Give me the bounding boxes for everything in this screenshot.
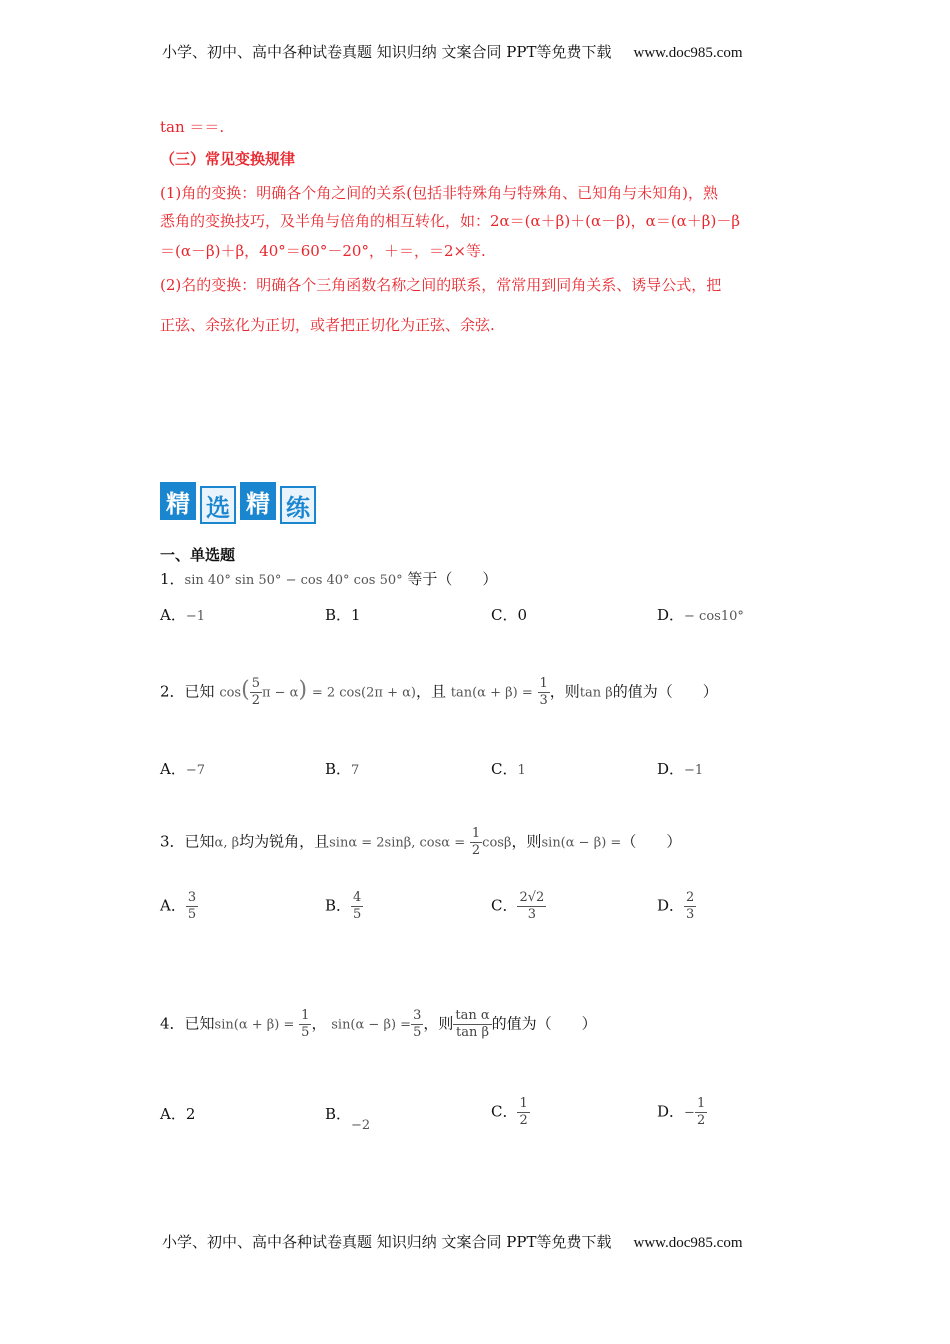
q1-option-b[interactable]: B．1 [325,606,361,624]
q2-option-d[interactable]: D．−1 [657,760,704,778]
q1-stem: 1．sin 40° sin 50° − cos 40° cos 50° 等于（ ） [160,570,498,588]
note-p1-line2: 悉角的变换技巧，及半角与倍角的相互转化，如：2α＝(α＋β)＋(α－β)，α＝(α＋β)－β [160,212,740,230]
banner-char-3: 精 [240,482,276,520]
note-tan-line: tan ＝＝. [160,118,225,136]
header-text: 小学、初中、高中各种试卷真题 知识归纳 文案合同 PPT等免费下载 [162,43,612,61]
q3-option-c[interactable]: C． $\frac{2√2}{3}$ [491,890,545,922]
banner-char-2: 选 [200,486,236,524]
q4-frac-tan: $\frac{\text{tan α}}{\text{tan β}}$ [455,1008,490,1040]
q1-option-c[interactable]: C．0 [491,606,528,624]
q2-stem: 2．已知 cos( $\frac{5}{2}$ π − α) = 2 cos(2π + α)，且 tan(α + β) = $\frac{1}{3}$ ，则tan β的值为（ ） [160,676,718,708]
q4-stem: 4．已知sin(α + β) = $\frac{1}{5}$ ， sin(α − β) = $\frac{3}{5}$ ，则 $\frac{\text{tan α}}{\text{tan β}}$ 的值为（ ） [160,1008,597,1040]
section-banner [160,480,320,526]
banner-char-1: 精 [160,482,196,520]
q2-option-a[interactable]: A．−7 [160,760,206,778]
q2-option-c[interactable]: C．1 [491,760,526,778]
q4-option-d[interactable]: D．− $\frac{1}{2}$ [657,1096,706,1128]
footer-site[interactable]: www.doc985.com [633,1235,743,1251]
footer-text: 小学、初中、高中各种试卷真题 知识归纳 文案合同 PPT等免费下载 [162,1233,612,1251]
q1-option-d[interactable]: D．− cos10° [657,606,744,624]
q3-stem: 3．已知α, β均为锐角，且sinα = 2sinβ, cosα = $\frac{1}{2}$ cosβ，则sin(α − β) =（ ） [160,826,682,858]
q3-option-d[interactable]: D． $\frac{2}{3}$ [657,890,695,922]
q4-option-a[interactable]: A．2 [160,1105,196,1123]
note-p1-line1: (1)角的变换：明确各个角之间的关系(包括非特殊角与特殊角、已知角与未知角)，熟 [160,184,718,202]
q3-option-b[interactable]: B． $\frac{4}{5}$ [325,890,362,922]
q3-frac-1-2: $\frac{1}{2}$ [471,826,481,858]
header-site[interactable]: www.doc985.com [633,45,743,61]
page-header [162,41,743,62]
q3-option-a[interactable]: A． $\frac{3}{5}$ [160,890,197,922]
q1-option-a[interactable]: A．−1 [160,606,206,624]
q2-frac-1-3: $\frac{1}{3}$ [539,676,548,708]
note-heading: （三）常见变换规律 [160,150,296,168]
q2-option-b[interactable]: B．7 [325,760,360,778]
note-p2-line2: 正弦、余弦化为正切，或者把正切化为正弦、余弦. [160,316,495,334]
banner-char-4: 练 [280,486,316,524]
note-p1-line3: ＝(α－β)＋β，40°＝60°－20°，＋＝，＝2×等. [160,242,486,260]
q4-option-b[interactable]: B．−2 [325,1105,371,1133]
note-p2-line1: (2)名的变换：明确各个三角函数名称之间的联系，常常用到同角关系、诱导公式，把 [160,276,722,294]
page-footer [162,1231,743,1252]
q4-option-c[interactable]: C． $\frac{1}{2}$ [491,1096,528,1128]
q2-frac-5-2: $\frac{5}{2}$ [251,676,260,708]
q1-expr: sin 40° sin 50° − cos 40° cos 50° [184,573,403,588]
section-title: 一、单选题 [160,546,236,564]
